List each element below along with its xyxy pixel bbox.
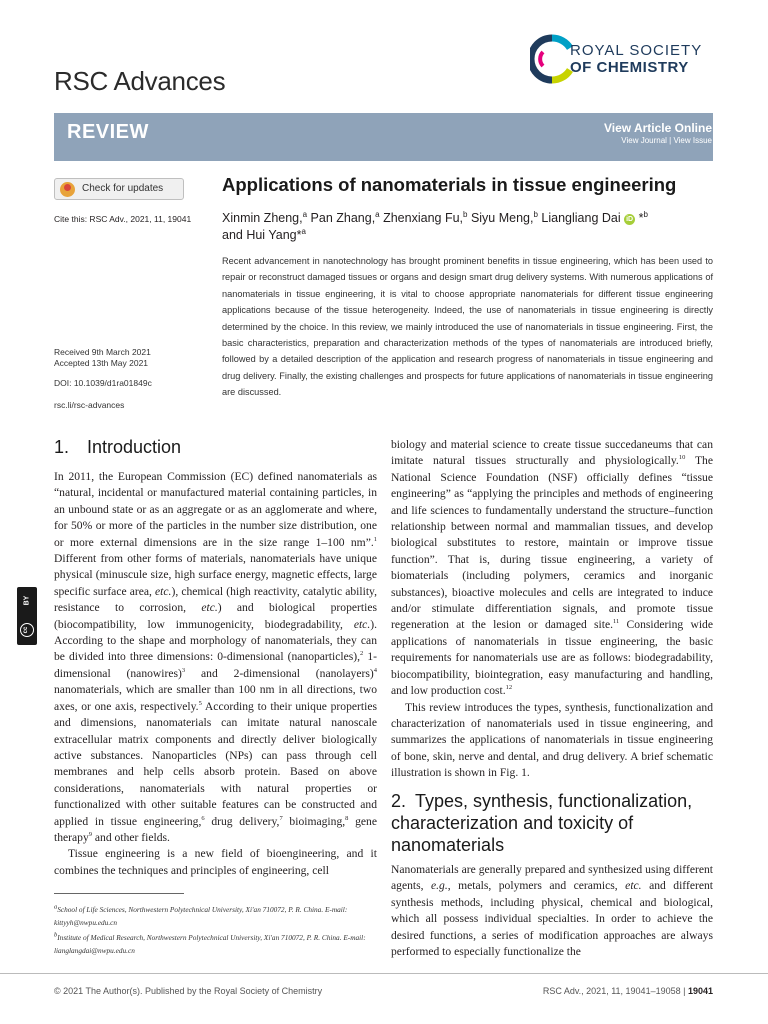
- section-heading-introduction: 1. Introduction: [54, 437, 182, 457]
- received-dates: [54, 347, 151, 369]
- by-label: BY: [23, 595, 31, 606]
- body-column-right: [391, 437, 713, 782]
- footnote-b: $^b$Institute of Medical Research, Northwestern Polytechnical University, Xi'an 710072, P. R. China. E-mail: lianglangdai@nwpu.edu.cn: [54, 931, 366, 955]
- author-list: Xinmin Zheng,$^a$ Pan Zhang,$^a$ Zhenxiang Fu,$^b$ Siyu Meng,$^b$ Liangliang Dai iD *$^b$ and Hui Yang*$^a$: [222, 209, 648, 242]
- abstract: Recent advancement in nanotechnology has brought prominent benefits in tissue engineering, which has been used to repair or reconstruct damaged tissues or organs and design smart drug delivery systems. With numerous applications of nanomaterials in tissue engineering, it is vital to choose appropriate nanomaterials for different tissue engineering applications because of the tissue heterogeneity. Indeed, the use of nanomaterials in tissue engineering is directly determined by the choice. In this review, we mainly introduced the use of nanomaterials in tissue engineering. First, the basic characteristics, preparation and characterization methods of the types of nanomaterials are introduced briefly, followed by a detailed description of the application and research progress of nanomaterials in tissue engineering and drug delivery. Finally, the existing challenges and prospects for future applications of nanomaterials in tissue engineering are discussed.: [222, 256, 713, 398]
- cite-this: Cite this: RSC Adv., 2021, 11, 19041: [54, 214, 192, 224]
- crossmark-icon: [60, 182, 75, 197]
- body-column-left: [54, 469, 377, 879]
- creative-commons-icon: cc: [20, 623, 34, 637]
- cc-by-license-badge[interactable]: [17, 587, 37, 645]
- view-online-block: [604, 121, 712, 145]
- doi[interactable]: DOI: 10.1039/d1ra01849c: [54, 378, 152, 388]
- received-date: Received 9th March 2021: [54, 347, 151, 357]
- paragraph: This review introduces the types, synthesis, functionalization and characterization of nanomaterials used in tissue engineering, and summarizes the applications of nanomaterials in tissue engineering of bone, skin, nerve and dental, and drug delivery. A brief schematic illustration is shown in Fig. 1.: [391, 700, 713, 780]
- paragraph: biology and material science to create tissue succedaneums that can imitate natural tissues structurally and physiologically.$^{10}$ The National Science Foundation (NSF) officially defines “tissue engineering” as “applying the principles and methods of engineering and life sciences to fundamentally understand the structure–function relationship between normal and mammalian tissues, and develop biological substitutes to restore, maintain or improve tissue function”. That is, during tissue engineering, a variety of biomaterials (including polymers, ceramics and inorganic substances), bioactive molecules and cells are integrated to induce and/or stimulate differentiation signals, and promote tissue regeneration at the lesion or damaged site.$^{11}$ Considering wide applications of nanomaterials in tissue engineering, the basic requirements for nanomaterials use are as follows: biodegradability, biocompatibility, biointegration, easy manufacturing and handling, and low production cost.$^{12}$: [391, 438, 713, 698]
- orcid-icon[interactable]: iD: [626, 216, 634, 223]
- page-number: 19041: [687, 986, 713, 996]
- check-for-updates-button[interactable]: [54, 178, 184, 200]
- affiliation-footnotes: [54, 904, 377, 960]
- paragraph: Nanomaterials are generally prepared and synthesized using different agents, e.g., metals, polymers and ceramics, etc. and different synthesis methods, including physical, chemical and biological, which all possess individual specialties. In order to achieve the desired functions, a series of modification approaches are always performed to especially functionalize the: [391, 863, 713, 959]
- journal-title: RSC Advances: [54, 66, 226, 96]
- paragraph: In 2011, the European Commission (EC) defined nanomaterials as “natural, incidental or manufactured material containing particles, in an unbound state or as an aggregate or as an agglomerate and where, for 50% or more of the particles in the number size distribution, one or more external dimensions are in the size range 1–100 nm”.$^1$ Different from other forms of materials, nanomaterials have unique physical (minuscule size, high surface energy, magnetic effects, large specific surface area, etc.), chemical (high reactivity, catalytic ability, resistance to corrosion, etc.) and biological properties (biocompatibility, low immunogenicity, biodegradability, etc.). According to the shape and morphology of nanomaterials, they can be divided into three dimensions: 0-dimensional (nanoparticles),$^2$ 1-dimensional (nanowires)$^3$ and 2-dimensional (nanolayers)$^4$ nanomaterials, which are smaller than 100 nm in all directions, two axes, or one axis, respectively.$^5$ According to their unique properties and dimensions, nanomaterials can imitate natural nanoscale extracellular matrix components and directly deliver biologically active substances. Nanoparticles (NPs) can pass through cell membranes and help cells absorb protein. Based on above considerations, nanomaterials with natural properties or functionalized with other suitable features can be constructed and applied in tissue engineering,$^6$ drug delivery,$^7$ bioimaging,$^8$ gene therapy$^9$ and other fields.: [54, 470, 378, 844]
- check-for-updates-label: Check for updates: [82, 183, 164, 194]
- view-article-online-link[interactable]: View Article Online: [603, 121, 712, 135]
- section-heading-types: 2. Types, synthesis, functionalization, characterization and toxicity of nanomaterials: [391, 791, 693, 855]
- citation-range: RSC Adv., 2021, 11, 19041–19058 |: [542, 986, 686, 996]
- logo-line2: OF CHEMISTRY: [570, 59, 689, 76]
- rsc-logo-text: [570, 42, 702, 76]
- copyright-notice: © 2021 The Author(s). Published by the Royal Society of Chemistry: [54, 986, 323, 996]
- footnote-divider: [54, 893, 184, 894]
- logo-line1: ROYAL SOCIETY: [570, 42, 703, 59]
- footer-divider: [0, 973, 768, 974]
- paragraph: Tissue engineering is a new field of bioengineering, and it combines the techniques and principles of engineering, cell: [54, 847, 377, 877]
- page-citation: [543, 986, 713, 996]
- view-journal-issue-links[interactable]: View Journal | View Issue: [621, 136, 712, 145]
- footnote-a: $^a$School of Life Sciences, Northwestern Polytechnical University, Xi'an 710072, P. R. China. E-mail: kittyyh@nwpu.edu.cn: [54, 903, 348, 927]
- body-column-right-lower: [391, 862, 713, 960]
- accepted-date: Accepted 13th May 2021: [54, 358, 149, 368]
- journal-link[interactable]: rsc.li/rsc-advances: [54, 400, 125, 410]
- article-title: Applications of nanomaterials in tissue engineering: [222, 174, 677, 195]
- article-type-label: REVIEW: [67, 121, 149, 143]
